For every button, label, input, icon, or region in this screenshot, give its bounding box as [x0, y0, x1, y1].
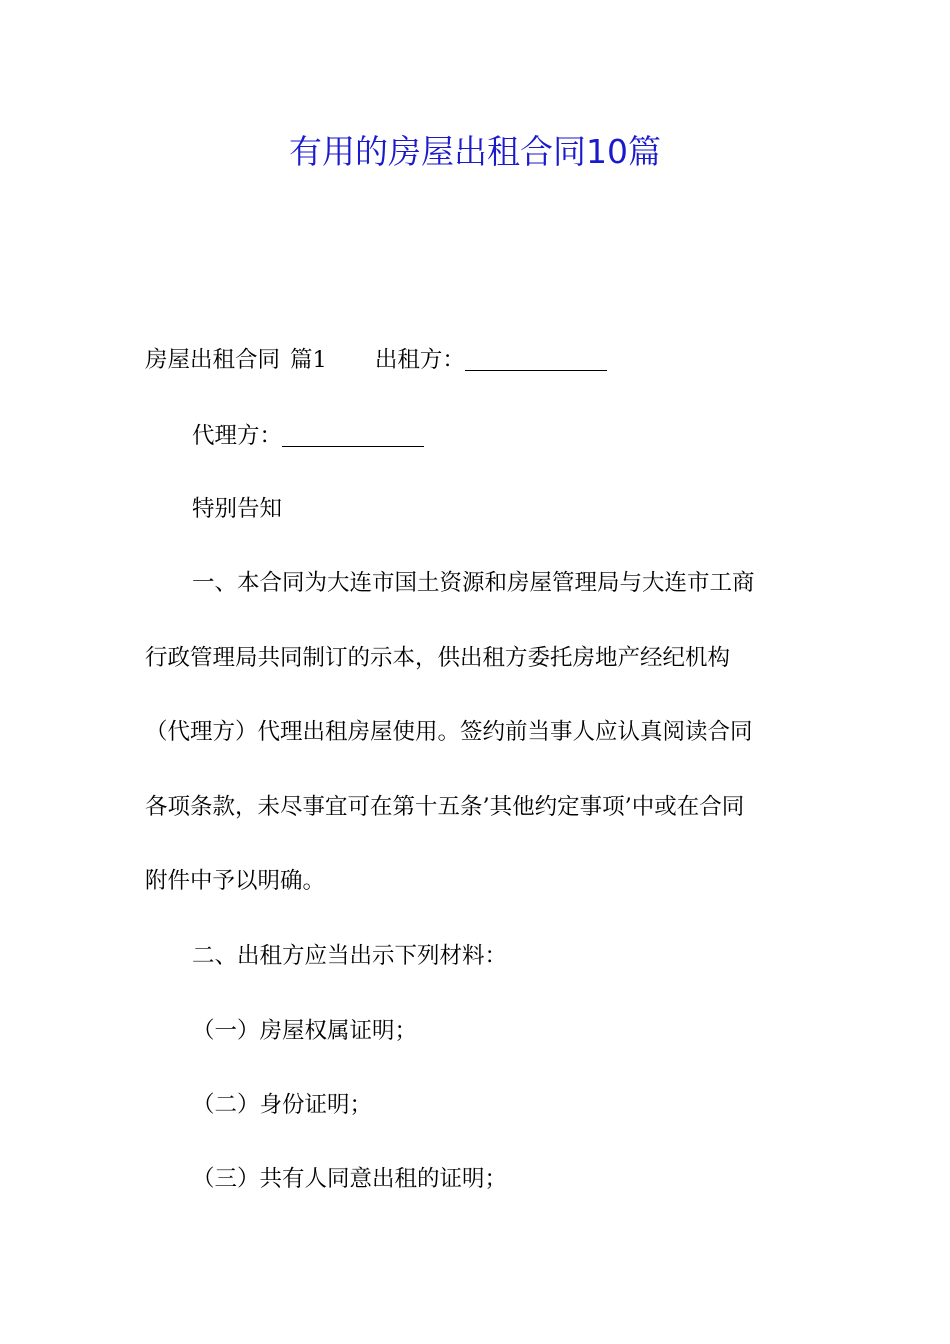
agent-line: [192, 420, 424, 452]
para1-line: 各项条款，未尽事宜可在第十五条’其他约定事项’中或在合同: [145, 794, 745, 820]
list-item: （三）共有人同意出租的证明；: [192, 1166, 508, 1192]
para1-line: 一、本合同为大连市国土资源和房屋管理局与大连市工商: [192, 570, 755, 596]
para1-line: （代理方）代理出租房屋使用。签约前当事人应认真阅读合同: [145, 719, 753, 745]
lessor-blank-field: [465, 348, 607, 371]
list-item: （二）身份证明；: [192, 1092, 373, 1118]
contract-heading: 房屋出租合同: [145, 347, 281, 373]
para2: 二、出租方应当出示下列材料：: [192, 943, 508, 969]
contract-header-line: [145, 344, 607, 376]
agent-blank-field: [282, 424, 424, 447]
document-title: 有用的房屋出租合同10篇: [289, 132, 661, 171]
agent-label: 代理方：: [192, 423, 283, 449]
contract-part: 篇1: [290, 347, 327, 373]
list-item: （一）房屋权属证明；: [192, 1018, 418, 1044]
lessor-label: 出租方：: [374, 347, 465, 373]
para1-line: 行政管理局共同制订的示本，供出租方委托房地产经纪机构: [145, 645, 731, 671]
notice-heading: 特别告知: [192, 496, 283, 522]
para1-line: 附件中予以明确。: [145, 868, 326, 894]
